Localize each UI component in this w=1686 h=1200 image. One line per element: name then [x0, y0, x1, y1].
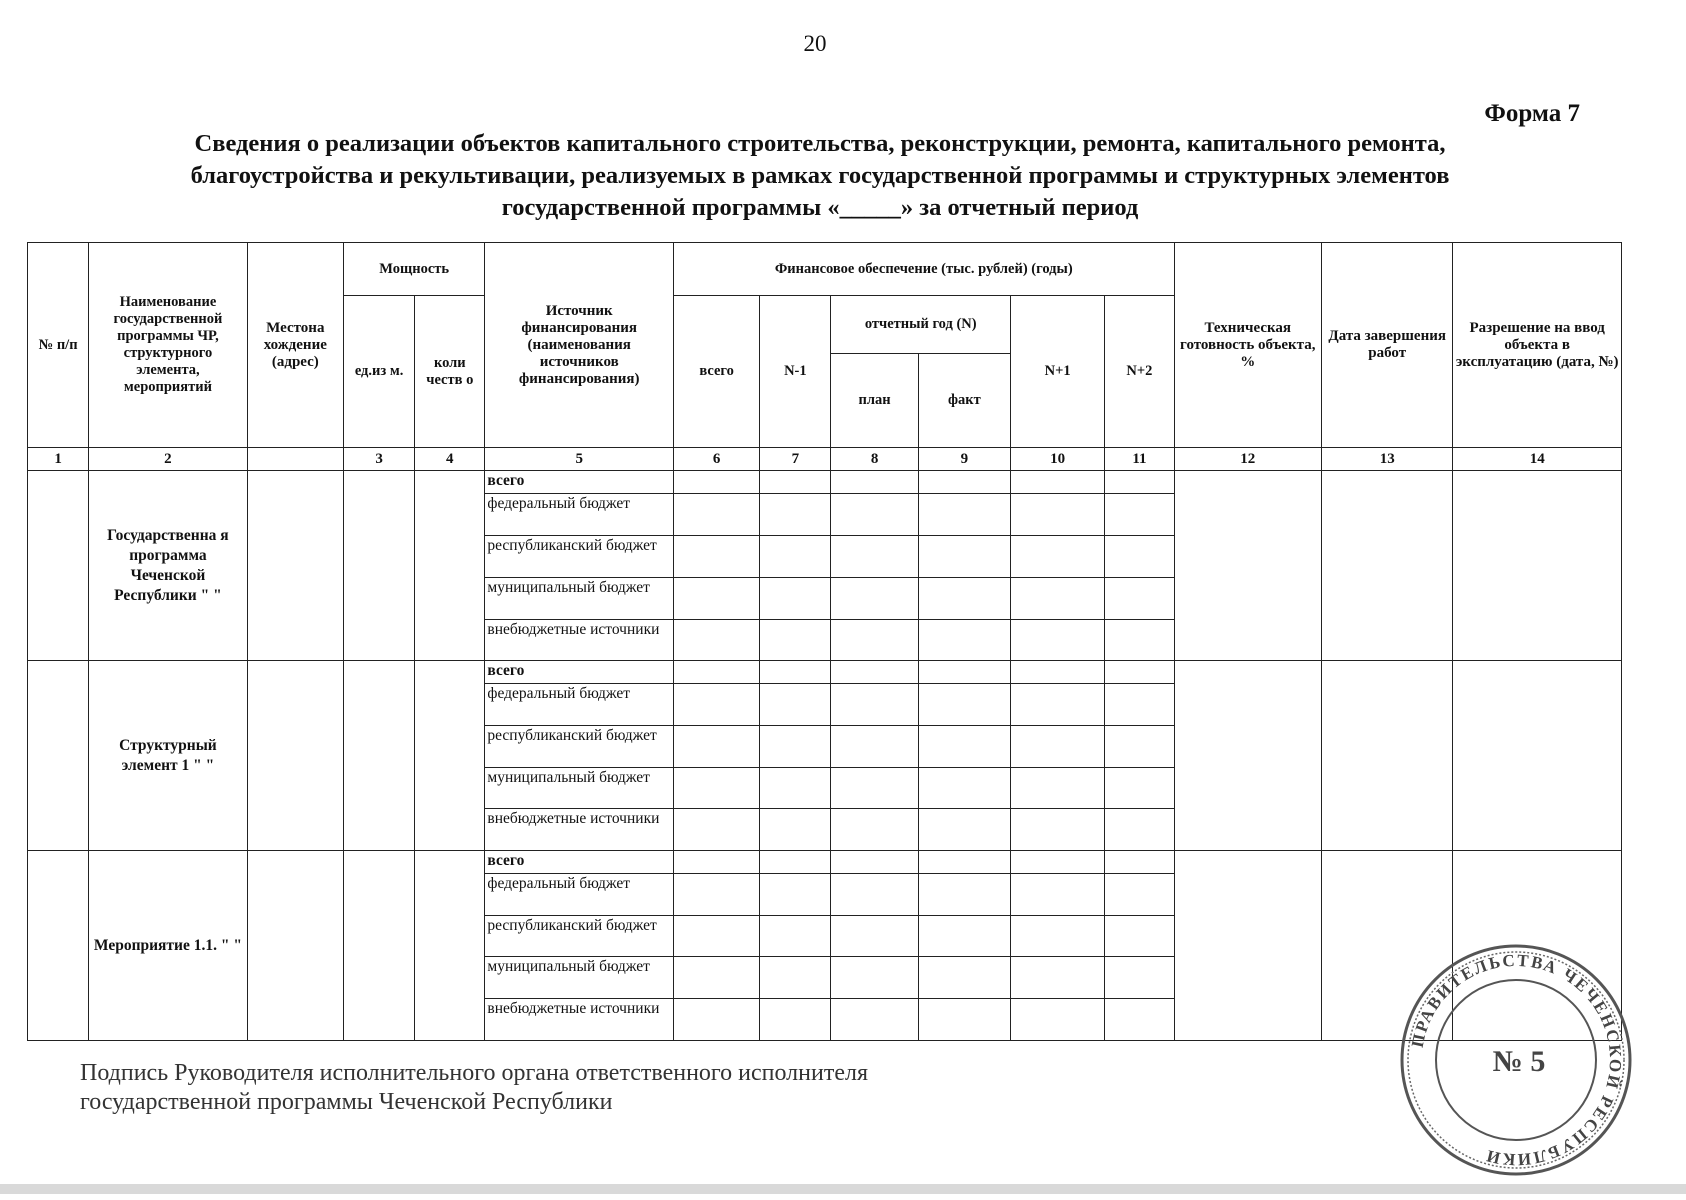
title-line-2: благоустройства и рекультивации, реализуемых в рамках государственной программы и структурных элементов: [190, 162, 1450, 189]
table-row: [28, 471, 1622, 494]
value-cell: [760, 999, 831, 1041]
header-capacity: Мощность: [343, 243, 484, 296]
value-cell: [831, 873, 918, 915]
value-cell: [831, 999, 918, 1041]
value-cell: [918, 684, 1010, 726]
value-cell: [831, 471, 918, 494]
value-cell: [673, 809, 759, 851]
value-cell: [831, 767, 918, 809]
seal-number: № 5: [1492, 1045, 1546, 1078]
header-fact: факт: [918, 353, 1010, 448]
column-numbers-row: [28, 448, 1622, 471]
column-number: 5: [485, 448, 674, 471]
value-cell: [1105, 725, 1174, 767]
num-cell: [28, 661, 89, 851]
value-cell: [760, 661, 831, 684]
header-report-year: отчетный год (N): [831, 296, 1011, 353]
location-cell: [247, 661, 343, 851]
value-cell: [760, 809, 831, 851]
num-cell: [28, 471, 89, 661]
value-cell: [918, 577, 1010, 619]
value-cell: [673, 767, 759, 809]
column-number: [247, 448, 343, 471]
value-cell: [760, 957, 831, 999]
value-cell: [673, 684, 759, 726]
value-cell: [1105, 536, 1174, 578]
value-cell: [673, 957, 759, 999]
header-unit: ед.из м.: [343, 296, 414, 448]
value-cell: [831, 494, 918, 536]
header-n-plus-2: N+2: [1105, 296, 1174, 448]
unit-cell: [343, 851, 414, 1041]
column-number: 13: [1321, 448, 1452, 471]
column-number: 4: [415, 448, 485, 471]
readiness-cell: [1174, 851, 1321, 1041]
source-cell: всего: [485, 661, 674, 684]
header-total: всего: [673, 296, 759, 448]
value-cell: [760, 767, 831, 809]
value-cell: [760, 851, 831, 874]
value-cell: [918, 851, 1010, 874]
value-cell: [1105, 809, 1174, 851]
value-cell: [918, 957, 1010, 999]
column-number: 14: [1453, 448, 1622, 471]
value-cell: [1105, 684, 1174, 726]
column-number: 10: [1011, 448, 1105, 471]
value-cell: [918, 725, 1010, 767]
value-cell: [918, 494, 1010, 536]
unit-cell: [343, 471, 414, 661]
header-num: № п/п: [28, 243, 89, 448]
value-cell: [760, 684, 831, 726]
column-number: 3: [343, 448, 414, 471]
source-cell: всего: [485, 851, 674, 874]
scan-edge: [0, 1184, 1686, 1194]
quantity-cell: [415, 851, 485, 1041]
value-cell: [918, 661, 1010, 684]
value-cell: [1105, 577, 1174, 619]
table-row: [28, 661, 1622, 684]
value-cell: [1011, 536, 1105, 578]
value-cell: [673, 661, 759, 684]
value-cell: [831, 619, 918, 661]
value-cell: [1105, 471, 1174, 494]
value-cell: [1011, 725, 1105, 767]
source-cell: республиканский бюджет: [485, 536, 674, 578]
value-cell: [1011, 661, 1105, 684]
column-number: 12: [1174, 448, 1321, 471]
value-cell: [831, 809, 918, 851]
value-cell: [673, 577, 759, 619]
signature-block: [80, 1059, 868, 1117]
value-cell: [1011, 809, 1105, 851]
value-cell: [918, 536, 1010, 578]
source-cell: муниципальный бюджет: [485, 577, 674, 619]
value-cell: [1105, 619, 1174, 661]
value-cell: [760, 494, 831, 536]
column-number: 2: [89, 448, 247, 471]
title-line-1: Сведения о реализации объектов капитального строительства, реконструкции, ремонта, капитального ремонта,: [194, 130, 1446, 157]
location-cell: [247, 851, 343, 1041]
value-cell: [1011, 767, 1105, 809]
source-cell: муниципальный бюджет: [485, 767, 674, 809]
value-cell: [1105, 851, 1174, 874]
location-cell: [247, 471, 343, 661]
permit-cell: [1453, 661, 1622, 851]
value-cell: [918, 999, 1010, 1041]
source-cell: федеральный бюджет: [485, 873, 674, 915]
value-cell: [1011, 684, 1105, 726]
value-cell: [831, 957, 918, 999]
source-cell: республиканский бюджет: [485, 725, 674, 767]
value-cell: [831, 577, 918, 619]
source-cell: внебюджетные источники: [485, 619, 674, 661]
completion-date-cell: [1321, 471, 1452, 661]
value-cell: [831, 915, 918, 957]
source-cell: всего: [485, 471, 674, 494]
completion-date-cell: [1321, 661, 1452, 851]
group-name-cell: Мероприятие 1.1. " ": [89, 851, 247, 1041]
value-cell: [1105, 661, 1174, 684]
header-permit: Разрешение на ввод объекта в эксплуатацию (дата, №): [1453, 243, 1622, 448]
value-cell: [831, 661, 918, 684]
value-cell: [673, 619, 759, 661]
value-cell: [1105, 999, 1174, 1041]
value-cell: [673, 851, 759, 874]
signature-line-2: государственной программы Чеченской Республики: [80, 1089, 613, 1115]
source-cell: республиканский бюджет: [485, 915, 674, 957]
value-cell: [831, 851, 918, 874]
permit-cell: [1453, 471, 1622, 661]
value-cell: [918, 619, 1010, 661]
report-table: [27, 242, 1622, 1041]
value-cell: [1105, 957, 1174, 999]
quantity-cell: [415, 471, 485, 661]
value-cell: [1105, 767, 1174, 809]
value-cell: [831, 725, 918, 767]
header-n-plus-1: N+1: [1011, 296, 1105, 448]
value-cell: [760, 873, 831, 915]
column-number: 1: [28, 448, 89, 471]
value-cell: [673, 873, 759, 915]
header-quantity: коли честв о: [415, 296, 485, 448]
signature-line-1: Подпись Руководителя исполнительного органа ответственного исполнителя: [80, 1060, 869, 1086]
column-number: 8: [831, 448, 918, 471]
source-cell: федеральный бюджет: [485, 684, 674, 726]
value-cell: [673, 494, 759, 536]
page-number: 20: [803, 31, 827, 56]
value-cell: [918, 767, 1010, 809]
value-cell: [760, 725, 831, 767]
value-cell: [918, 915, 1010, 957]
group-name-cell: Структурный элемент 1 " ": [89, 661, 247, 851]
value-cell: [1011, 494, 1105, 536]
readiness-cell: [1174, 661, 1321, 851]
column-number: 11: [1105, 448, 1174, 471]
value-cell: [1011, 851, 1105, 874]
value-cell: [831, 536, 918, 578]
value-cell: [673, 536, 759, 578]
value-cell: [1011, 915, 1105, 957]
header-n-minus-1: N-1: [760, 296, 831, 448]
seal-ring-text: ПРАВИТЕЛЬСТВА ЧЕЧЕНСКОЙ РЕСПУБЛИКИ: [1407, 950, 1626, 1170]
value-cell: [760, 536, 831, 578]
header-readiness: Техническая готовность объекта, %: [1174, 243, 1321, 448]
value-cell: [831, 684, 918, 726]
source-cell: внебюджетные источники: [485, 999, 674, 1041]
value-cell: [760, 915, 831, 957]
document-title: [40, 128, 1600, 224]
quantity-cell: [415, 661, 485, 851]
value-cell: [673, 915, 759, 957]
source-cell: муниципальный бюджет: [485, 957, 674, 999]
header-program-name: Наименование государственной программы ЧР, структурного элемента, мероприятий: [89, 243, 247, 448]
table-row: [28, 851, 1622, 874]
value-cell: [760, 619, 831, 661]
value-cell: [1105, 494, 1174, 536]
value-cell: [673, 471, 759, 494]
header-financing: Финансовое обеспечение (тыс. рублей) (годы): [673, 243, 1174, 296]
header-location: Местона хождение (адрес): [247, 243, 343, 448]
value-cell: [1105, 873, 1174, 915]
value-cell: [1105, 915, 1174, 957]
header-completion-date: Дата завершения работ: [1321, 243, 1452, 448]
value-cell: [1011, 577, 1105, 619]
num-cell: [28, 851, 89, 1041]
value-cell: [1011, 873, 1105, 915]
value-cell: [673, 999, 759, 1041]
value-cell: [918, 809, 1010, 851]
value-cell: [1011, 957, 1105, 999]
value-cell: [1011, 619, 1105, 661]
header-source: Источник финансирования (наименования источников финансирования): [485, 243, 674, 448]
source-cell: федеральный бюджет: [485, 494, 674, 536]
group-name-cell: Государственна я программа Чеченской Республики " ": [89, 471, 247, 661]
value-cell: [760, 577, 831, 619]
value-cell: [1011, 471, 1105, 494]
unit-cell: [343, 661, 414, 851]
value-cell: [1011, 999, 1105, 1041]
column-number: 9: [918, 448, 1010, 471]
header-plan: план: [831, 353, 918, 448]
official-seal: [1397, 941, 1635, 1179]
value-cell: [760, 471, 831, 494]
source-cell: внебюджетные источники: [485, 809, 674, 851]
column-number: 6: [673, 448, 759, 471]
value-cell: [918, 471, 1010, 494]
form-label: Форма 7: [1484, 100, 1580, 127]
value-cell: [673, 725, 759, 767]
title-line-3: государственной программы «_____» за отчетный период: [501, 194, 1139, 221]
column-number: 7: [760, 448, 831, 471]
value-cell: [918, 873, 1010, 915]
readiness-cell: [1174, 471, 1321, 661]
